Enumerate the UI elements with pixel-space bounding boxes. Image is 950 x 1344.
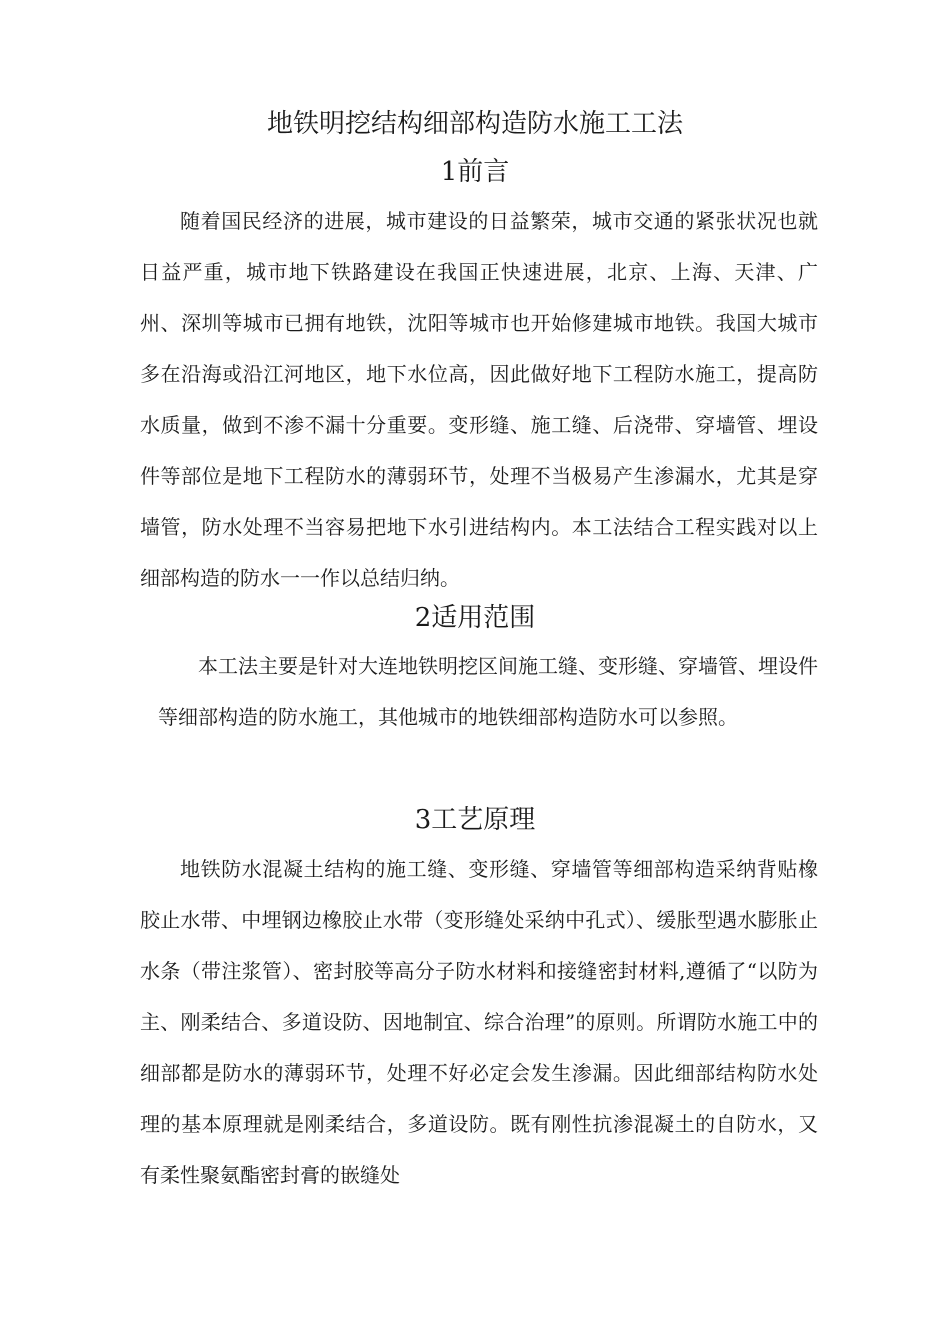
section-paragraph-scope: 本工法主要是针对大连地铁明挖区间施工缝、变形缝、穿墙管、埋设件等细部构造的防水施工，其他城市的地铁细部构造防水可以参照。 xyxy=(158,654,818,729)
section-heading-foreword: 1前言 xyxy=(440,157,510,187)
section-paragraph-foreword: 随着国民经济的进展，城市建设的日益繁荣，城市交通的紧张状况也就日益严重，城市地下铁路建设在我国正快速进展，北京、上海、天津、广州、深圳等城市已拥有地铁，沈阳等城市也开始修建城市地铁。我国大城市多在沿海或沿江河地区，地下水位高，因此做好地下工程防水施工，提高防水质量，做到不渗不漏十分重要。变形缝、施工缝、后浇带、穿墙管、埋设件等部位是地下工程防水的薄弱环节，处理不当极易产生渗漏水，尤其是穿墙管，防水处理不当容易把地下水引进结构内。本工法结合工程实践对以上细部构造的防水一一作以总结归纳。 xyxy=(140,209,818,590)
section-heading-scope: 2适用范围 xyxy=(414,603,536,633)
document-title: 地铁明挖结构细部构造防水施工工法 xyxy=(266,109,683,139)
section-paragraph-principle: 地铁防水混凝土结构的施工缝、变形缝、穿墙管等细部构造采纳背贴橡胶止水带、中埋钢边橡胶止水带（变形缝处采纳中孔式）、缓胀型遇水膨胀止水条（带注浆管）、密封胶等高分子防水材料和接缝密封材料,遵循了“以防为主、刚柔结合、多道设防、因地制宜、综合治理”的原则。所谓防水施工中的细部都是防水的薄弱环节，处理不好必定会发生渗漏。因此细部结构防水处理的基本原理就是刚柔结合，多道设防。既有刚性抗渗混凝土的自防水，又有柔性聚氨酯密封膏的嵌缝处 xyxy=(140,857,818,1187)
section-heading-principle: 3工艺原理 xyxy=(414,805,536,835)
